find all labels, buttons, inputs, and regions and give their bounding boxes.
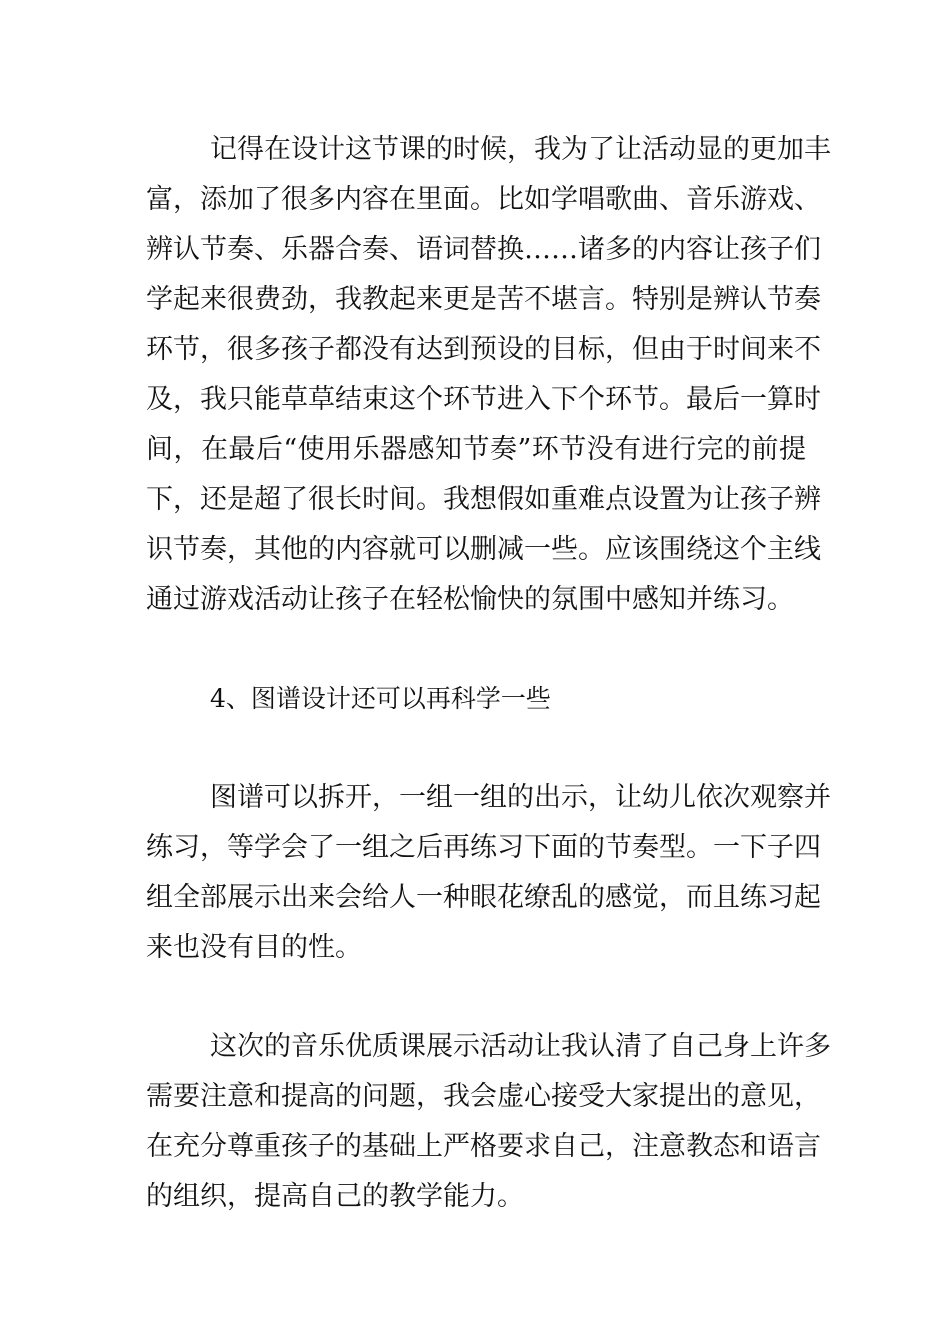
paragraph-line: 间，在最后“使用乐器感知节奏”环节没有进行完的前提 xyxy=(146,434,806,465)
paragraph-line: 环节，很多孩子都没有达到预设的目标，但由于时间来不 xyxy=(146,334,821,365)
paragraph-line: 辨认节奏、乐器合奏、语词替换……诸多的内容让孩子们 xyxy=(146,234,821,265)
paragraph-line: 这次的音乐优质课展示活动让我认清了自己身上许多 xyxy=(210,1031,831,1062)
paragraph-line: 需要注意和提高的问题，我会虚心接受大家提出的意见， xyxy=(146,1081,821,1112)
paragraph-line: 识节奏，其他的内容就可以删减一些。应该围绕这个主线 xyxy=(146,534,821,565)
paragraph-line: 图谱可以拆开，一组一组的出示，让幼儿依次观察并 xyxy=(210,782,831,813)
paragraph-line: 及，我只能草草结束这个环节进入下个环节。最后一算时 xyxy=(146,384,821,415)
paragraph-line: 通过游戏活动让孩子在轻松愉快的氛围中感知并练习。 xyxy=(146,584,794,615)
paragraph-line: 富，添加了很多内容在里面。比如学唱歌曲、音乐游戏、 xyxy=(146,184,821,215)
paragraph-line: 练习，等学会了一组之后再练习下面的节奏型。一下子四 xyxy=(146,832,821,863)
paragraph-line: 下，还是超了很长时间。我想假如重难点设置为让孩子辨 xyxy=(146,484,821,515)
paragraph-line: 在充分尊重孩子的基础上严格要求自己，注意教态和语言 xyxy=(146,1131,821,1162)
paragraph-line: 来也没有目的性。 xyxy=(146,932,362,963)
paragraph-line: 记得在设计这节课的时候，我为了让活动显的更加丰 xyxy=(210,134,831,165)
paragraph-line: 组全部展示出来会给人一种眼花缭乱的感觉，而且练习起 xyxy=(146,882,821,913)
paragraph-line: 的组织，提高自己的教学能力。 xyxy=(146,1181,524,1212)
paragraph-line: 学起来很费劲，我教起来更是苦不堪言。特别是辨认节奏 xyxy=(146,284,821,315)
section-heading: 4、图谱设计还可以再科学一些 xyxy=(210,684,551,713)
